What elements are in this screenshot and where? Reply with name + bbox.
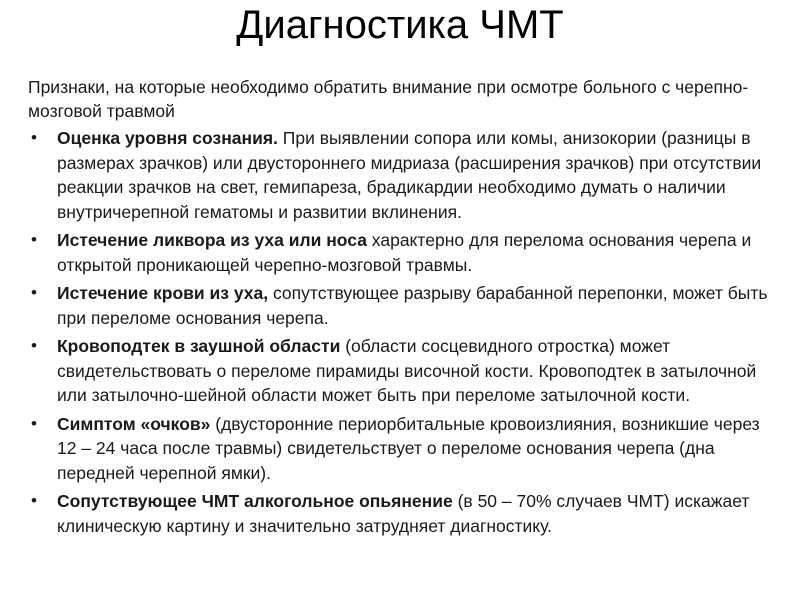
slide-title: Диагностика ЧМТ [236, 3, 564, 47]
intro-text: Признаки, на которые необходимо обратить внимание при осмотре больного с черепно-мозговой травмой [28, 77, 749, 121]
bullet-dot-icon: • [31, 336, 37, 355]
bullet-lead: Симптом «очков» [57, 413, 211, 434]
bullet-lead: Истечение крови из уха, [57, 283, 269, 303]
bullet-lead: Истечение ликвора из уха или носа [57, 230, 367, 250]
bullet-item [28, 412, 776, 486]
bullet-item [28, 228, 776, 277]
bullet-dot-icon: • [31, 230, 37, 249]
bullet-item [28, 489, 776, 538]
bullet-dot-icon: • [31, 491, 37, 510]
bullet-item [28, 334, 776, 408]
bullet-text: (в 50 – 70% случаев ЧМТ) искажает клиническую картину и значительно затрудняет диагностику. [57, 491, 750, 536]
bullet-dot-icon: • [31, 283, 37, 302]
bullet-text: (двусторонние периорбитальные кровоизлияния, возникшие через 12 – 24 часа после травмы) свидетельствует о переломе основания черепа (дна передней черепной ямки). [57, 413, 760, 483]
bullet-item [28, 281, 776, 330]
bullet-list [28, 126, 776, 542]
bullet-dot-icon: • [31, 128, 37, 147]
bullet-lead: Оценка уровня сознания. [57, 128, 278, 148]
bullet-item [28, 126, 776, 224]
bullet-lead: Кровоподтек в заушной области [57, 336, 341, 356]
bullet-text: (области сосцевидного отростка) может свидетельствовать о переломе пирамиды височной кости. Кровоподтек в затылочной или затылочно-шейной области может быть при переломе затылочной кости. [57, 336, 757, 405]
bullet-text: сопутствующее разрыву барабанной перепонки, может быть при переломе основания черепа. [57, 283, 768, 328]
bullet-text: При выявлении сопора или комы, анизокории (разницы в размерах зрачков) или двустороннего мидриаза (расширения зрачков) при отсутствии реакции зрачков на свет, гемипареза, брадикардии необходимо думать о наличии внутричерепной гематомы и развитии вклинения. [57, 128, 762, 222]
bullet-text: характерно для перелома основания черепа и открытой проникающей черепно-мозговой травмы. [57, 230, 752, 275]
bullet-lead: Сопутствующее ЧМТ алкогольное опьянение [57, 491, 453, 511]
bullet-dot-icon: • [31, 413, 37, 433]
